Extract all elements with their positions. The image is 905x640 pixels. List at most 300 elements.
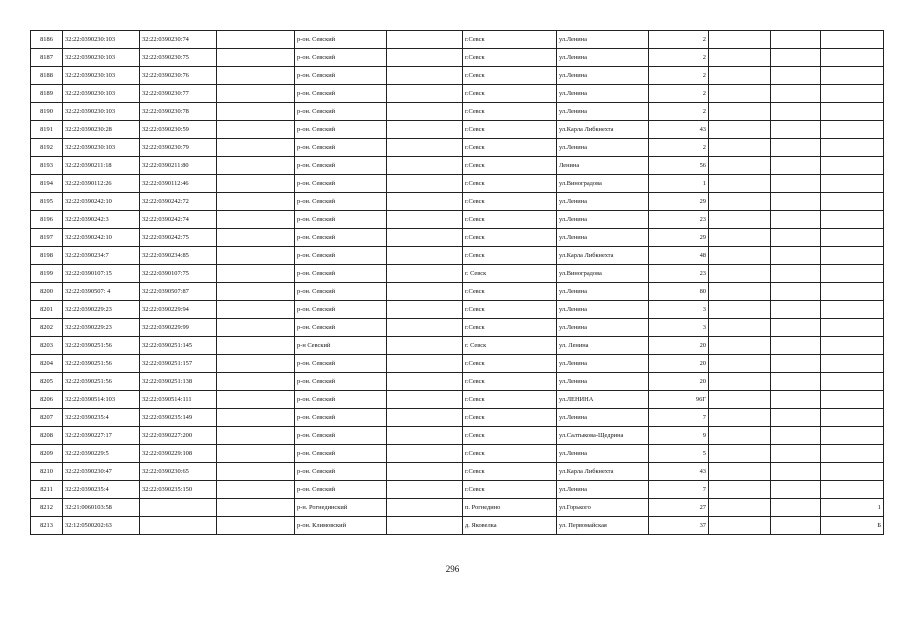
house-number-cell: 37 [649,517,709,535]
locality-cell: г.Севск [463,121,557,139]
empty-cell [387,265,463,283]
street-cell: ул.Салтыкова-Щедрина [557,427,649,445]
row-number-cell: 8199 [31,265,63,283]
house-number-cell: 20 [649,337,709,355]
empty-cell [771,85,821,103]
object-cadastral-number-cell: 32:22:0390112:46 [140,175,217,193]
empty-cell [709,445,771,463]
row-number-cell: 8198 [31,247,63,265]
empty-cell [387,49,463,67]
table-row [31,337,884,355]
empty-cell [387,463,463,481]
object-cadastral-number-cell: 32:22:0390230:77 [140,85,217,103]
empty-cell [387,517,463,535]
street-cell: ул.Ленина [557,409,649,427]
page-number: 296 [445,564,460,574]
locality-cell: г.Севск [463,463,557,481]
street-cell: ул.Ленина [557,211,649,229]
table-row [31,373,884,391]
locality-cell: г.Севск [463,193,557,211]
building-cell [821,319,884,337]
locality-cell: г.Севск [463,319,557,337]
empty-cell [771,67,821,85]
locality-cell: г.Севск [463,301,557,319]
empty-cell [387,283,463,301]
empty-cell [217,175,295,193]
district-cell: р-он. Севский [295,463,387,481]
district-cell: р-он. Севский [295,373,387,391]
street-cell: ул.Ленина [557,193,649,211]
house-number-cell: 48 [649,247,709,265]
street-cell: ул.Ленина [557,319,649,337]
district-cell: р-он. Севский [295,121,387,139]
object-cadastral-number-cell: 32:22:0390211:80 [140,157,217,175]
street-cell: ул.Ленина [557,301,649,319]
house-number-cell: 80 [649,283,709,301]
district-cell: р-он. Севский [295,481,387,499]
object-cadastral-number-cell [140,517,217,535]
empty-cell [387,85,463,103]
empty-cell [709,481,771,499]
district-cell: р-он. Севский [295,445,387,463]
table-row [31,139,884,157]
locality-cell: г.Севск [463,49,557,67]
empty-cell [771,319,821,337]
table-row [31,247,884,265]
empty-cell [387,103,463,121]
street-cell: ул.Ленина [557,229,649,247]
table-row [31,175,884,193]
house-number-cell: 29 [649,229,709,247]
district-cell: р-он. Севский [295,103,387,121]
empty-cell [771,445,821,463]
street-cell: ул.ЛЕНИНА [557,391,649,409]
empty-cell [217,67,295,85]
empty-cell [217,229,295,247]
row-number-cell: 8204 [31,355,63,373]
cadastral-number-cell: 32:22:0390235:4 [63,481,140,499]
house-number-cell: 20 [649,373,709,391]
object-cadastral-number-cell: 32:22:0390229:94 [140,301,217,319]
cadastral-number-cell: 32:22:0390234:7 [63,247,140,265]
row-number-cell: 8195 [31,193,63,211]
cadastral-number-cell: 32:22:0390229:23 [63,319,140,337]
object-cadastral-number-cell: 32:22:0390507:87 [140,283,217,301]
empty-cell [387,481,463,499]
empty-cell [709,463,771,481]
object-cadastral-number-cell: 32:22:0390230:59 [140,121,217,139]
house-number-cell: 20 [649,355,709,373]
empty-cell [771,265,821,283]
empty-cell [771,517,821,535]
building-cell [821,409,884,427]
cadastral-number-cell: 32:22:0390230:47 [63,463,140,481]
building-cell [821,427,884,445]
empty-cell [709,175,771,193]
building-cell [821,355,884,373]
empty-cell [709,247,771,265]
locality-cell: г.Севск [463,139,557,157]
object-cadastral-number-cell: 32:22:0390230:74 [140,31,217,49]
district-cell: р-н Севский [295,337,387,355]
house-number-cell: 2 [649,85,709,103]
building-cell [821,139,884,157]
empty-cell [709,139,771,157]
street-cell: ул.Ленина [557,49,649,67]
empty-cell [771,463,821,481]
empty-cell [387,67,463,85]
empty-cell [709,517,771,535]
row-number-cell: 8211 [31,481,63,499]
street-cell: ул.Виноградова [557,175,649,193]
building-cell [821,247,884,265]
street-cell: ул.Ленина [557,481,649,499]
house-number-cell: 1 [649,175,709,193]
empty-cell [387,319,463,337]
street-cell: ул.Ленина [557,139,649,157]
building-cell [821,193,884,211]
table-row [31,445,884,463]
register-sheet [30,30,881,535]
object-cadastral-number-cell: 32:22:0390514:111 [140,391,217,409]
table-row [31,121,884,139]
empty-cell [387,409,463,427]
cadastral-number-cell: 32:22:0390242:3 [63,211,140,229]
building-cell: Б [821,517,884,535]
row-number-cell: 8186 [31,31,63,49]
locality-cell: г.Севск [463,157,557,175]
empty-cell [709,121,771,139]
empty-cell [387,499,463,517]
empty-cell [217,193,295,211]
district-cell: р-он. Севский [295,391,387,409]
empty-cell [217,49,295,67]
empty-cell [771,247,821,265]
locality-cell: г.Севск [463,175,557,193]
locality-cell: д. Яковелка [463,517,557,535]
cadastral-number-cell: 32:22:0390514:103 [63,391,140,409]
empty-cell [387,139,463,157]
empty-cell [771,175,821,193]
empty-cell [709,31,771,49]
empty-cell [387,301,463,319]
table-row [31,319,884,337]
row-number-cell: 8202 [31,319,63,337]
empty-cell [709,103,771,121]
empty-cell [771,409,821,427]
row-number-cell: 8190 [31,103,63,121]
empty-cell [709,391,771,409]
building-cell [821,175,884,193]
table-row [31,85,884,103]
empty-cell [771,301,821,319]
locality-cell: г.Севск [463,67,557,85]
empty-cell [217,31,295,49]
object-cadastral-number-cell: 32:22:0390235:150 [140,481,217,499]
district-cell: р-он. Севский [295,49,387,67]
cadastral-number-cell: 32:22:0390112:26 [63,175,140,193]
building-cell [821,373,884,391]
table-row [31,31,884,49]
row-number-cell: 8213 [31,517,63,535]
locality-cell: п. Рогнедино [463,499,557,517]
row-number-cell: 8203 [31,337,63,355]
empty-cell [709,499,771,517]
house-number-cell: 27 [649,499,709,517]
building-cell [821,463,884,481]
empty-cell [709,67,771,85]
building-cell [821,229,884,247]
cadastral-number-cell: 32:22:0390227:17 [63,427,140,445]
empty-cell [771,427,821,445]
empty-cell [217,247,295,265]
empty-cell [709,157,771,175]
row-number-cell: 8205 [31,373,63,391]
empty-cell [217,319,295,337]
empty-cell [771,157,821,175]
table-row [31,211,884,229]
object-cadastral-number-cell [140,499,217,517]
cadastral-number-cell: 32:22:0390230:103 [63,139,140,157]
empty-cell [217,85,295,103]
building-cell [821,31,884,49]
cadastral-number-cell: 32:22:0390230:103 [63,103,140,121]
empty-cell [709,265,771,283]
locality-cell: г. Севск [463,337,557,355]
building-cell [821,67,884,85]
cadastral-number-cell: 32:22:0390507: 4 [63,283,140,301]
cadastral-number-cell: 32:22:0390230:103 [63,67,140,85]
object-cadastral-number-cell: 32:22:0390242:75 [140,229,217,247]
empty-cell [709,301,771,319]
locality-cell: г.Севск [463,445,557,463]
locality-cell: г.Севск [463,391,557,409]
district-cell: р-он. Севский [295,175,387,193]
street-cell: Ленина [557,157,649,175]
building-cell [821,481,884,499]
district-cell: р-он. Севский [295,157,387,175]
row-number-cell: 8197 [31,229,63,247]
empty-cell [217,283,295,301]
object-cadastral-number-cell: 32:22:0390242:72 [140,193,217,211]
empty-cell [217,427,295,445]
district-cell: р-он. Климовский [295,517,387,535]
cadastral-number-cell: 32:12:0500202:63 [63,517,140,535]
building-cell [821,337,884,355]
empty-cell [387,445,463,463]
house-number-cell: 96Г [649,391,709,409]
house-number-cell: 9 [649,427,709,445]
property-register-table [30,30,884,535]
house-number-cell: 23 [649,265,709,283]
empty-cell [217,355,295,373]
locality-cell: г.Севск [463,211,557,229]
empty-cell [387,391,463,409]
cadastral-number-cell: 32:22:0390230:103 [63,85,140,103]
cadastral-number-cell: 32:22:0390230:103 [63,49,140,67]
register-rows [31,31,884,535]
object-cadastral-number-cell: 32:22:0390230:78 [140,103,217,121]
empty-cell [771,337,821,355]
table-row [31,49,884,67]
district-cell: р-он. Севский [295,319,387,337]
cadastral-number-cell: 32:22:0390229:23 [63,301,140,319]
empty-cell [217,265,295,283]
row-number-cell: 8188 [31,67,63,85]
empty-cell [709,85,771,103]
building-cell: 1 [821,499,884,517]
locality-cell: г.Севск [463,247,557,265]
street-cell: ул.Виноградова [557,265,649,283]
locality-cell: г.Севск [463,103,557,121]
street-cell: ул. Первомайская [557,517,649,535]
empty-cell [217,391,295,409]
empty-cell [771,49,821,67]
empty-cell [387,157,463,175]
house-number-cell: 56 [649,157,709,175]
table-row [31,427,884,445]
street-cell: ул. Ленина [557,337,649,355]
empty-cell [217,301,295,319]
locality-cell: г.Севск [463,427,557,445]
object-cadastral-number-cell: 32:22:0390227:200 [140,427,217,445]
empty-cell [387,31,463,49]
empty-cell [771,103,821,121]
street-cell: ул.Ленина [557,85,649,103]
row-number-cell: 8209 [31,445,63,463]
district-cell: р-он. Севский [295,355,387,373]
cadastral-number-cell: 32:22:0390251:56 [63,355,140,373]
row-number-cell: 8194 [31,175,63,193]
cadastral-number-cell: 32:22:0390235:4 [63,409,140,427]
district-cell: р-он. Севский [295,301,387,319]
row-number-cell: 8191 [31,121,63,139]
cadastral-number-cell: 32:22:0390251:56 [63,373,140,391]
table-row [31,499,884,517]
district-cell: р-он. Севский [295,193,387,211]
empty-cell [387,373,463,391]
building-cell [821,157,884,175]
house-number-cell: 2 [649,103,709,121]
table-row [31,283,884,301]
empty-cell [709,319,771,337]
locality-cell: г.Севск [463,373,557,391]
district-cell: р-он. Севский [295,67,387,85]
object-cadastral-number-cell: 32:22:0390229:99 [140,319,217,337]
locality-cell: г.Севск [463,85,557,103]
row-number-cell: 8196 [31,211,63,229]
empty-cell [387,229,463,247]
house-number-cell: 29 [649,193,709,211]
empty-cell [387,193,463,211]
empty-cell [771,499,821,517]
locality-cell: г.Севск [463,409,557,427]
building-cell [821,49,884,67]
empty-cell [709,337,771,355]
row-number-cell: 8210 [31,463,63,481]
street-cell: ул.Ленина [557,283,649,301]
row-number-cell: 8192 [31,139,63,157]
row-number-cell: 8207 [31,409,63,427]
object-cadastral-number-cell: 32:22:0390251:138 [140,373,217,391]
cadastral-number-cell: 32:22:0390229:5 [63,445,140,463]
house-number-cell: 7 [649,481,709,499]
row-number-cell: 8212 [31,499,63,517]
street-cell: ул.Ленина [557,67,649,85]
empty-cell [709,409,771,427]
empty-cell [709,211,771,229]
row-number-cell: 8206 [31,391,63,409]
row-number-cell: 8208 [31,427,63,445]
empty-cell [387,211,463,229]
empty-cell [771,211,821,229]
table-row [31,157,884,175]
house-number-cell: 43 [649,463,709,481]
object-cadastral-number-cell: 32:22:0390234:85 [140,247,217,265]
empty-cell [709,283,771,301]
object-cadastral-number-cell: 32:22:0390229:108 [140,445,217,463]
house-number-cell: 43 [649,121,709,139]
object-cadastral-number-cell: 32:22:0390107:75 [140,265,217,283]
locality-cell: г.Севск [463,229,557,247]
empty-cell [387,247,463,265]
table-row [31,265,884,283]
district-cell: р-он. Севский [295,211,387,229]
house-number-cell: 2 [649,31,709,49]
empty-cell [387,175,463,193]
empty-cell [217,121,295,139]
district-cell: р-он. Севский [295,229,387,247]
empty-cell [771,355,821,373]
cadastral-number-cell: 32:22:0390107:15 [63,265,140,283]
cadastral-number-cell: 32:21:0060103:58 [63,499,140,517]
empty-cell [771,481,821,499]
object-cadastral-number-cell: 32:22:0390230:65 [140,463,217,481]
building-cell [821,301,884,319]
empty-cell [771,121,821,139]
district-cell: р-он. Севский [295,409,387,427]
object-cadastral-number-cell: 32:22:0390230:76 [140,67,217,85]
empty-cell [387,427,463,445]
object-cadastral-number-cell: 32:22:0390230:75 [140,49,217,67]
table-row [31,517,884,535]
cadastral-number-cell: 32:22:0390211:18 [63,157,140,175]
empty-cell [771,31,821,49]
table-row [31,463,884,481]
district-cell: р-он. Севский [295,427,387,445]
building-cell [821,283,884,301]
empty-cell [709,49,771,67]
building-cell [821,121,884,139]
table-row [31,409,884,427]
table-row [31,355,884,373]
object-cadastral-number-cell: 32:22:0390251:145 [140,337,217,355]
empty-cell [709,355,771,373]
district-cell: р-он. Севский [295,265,387,283]
building-cell [821,265,884,283]
district-cell: р-н. Рогнединский [295,499,387,517]
row-number-cell: 8193 [31,157,63,175]
house-number-cell: 5 [649,445,709,463]
street-cell: ул.Ленина [557,373,649,391]
table-row [31,301,884,319]
object-cadastral-number-cell: 32:22:0390230:79 [140,139,217,157]
street-cell: ул.Карла Либкнехта [557,247,649,265]
empty-cell [217,409,295,427]
table-row [31,103,884,121]
empty-cell [771,283,821,301]
empty-cell [217,337,295,355]
